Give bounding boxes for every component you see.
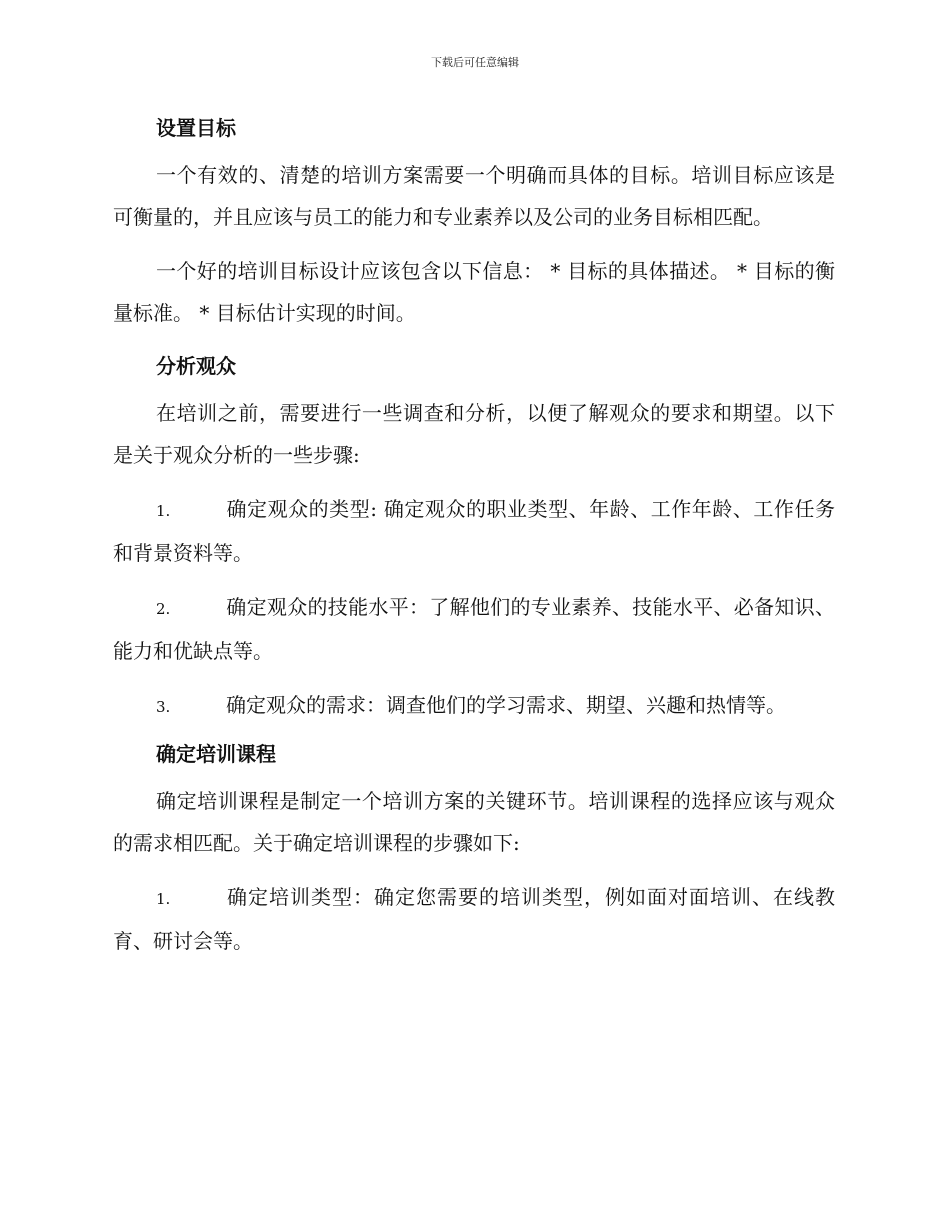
list-number: 2. (156, 600, 171, 618)
paragraph: 一个好的培训目标设计应该包含以下信息： * 目标的具体描述。 * 目标的衡量标准。 * 目标估计实现的时间。 (113, 259, 835, 325)
document-body (113, 108, 835, 962)
list-item (113, 586, 835, 672)
paragraph: 一个有效的、清楚的培训方案需要一个明确而具体的目标。培训目标应该是可衡量的，并且应该与员工的能力和专业素养以及公司的业务目标相匹配。 (113, 163, 835, 229)
section-heading: 设置目标 (156, 116, 236, 140)
section-heading: 确定培训课程 (156, 742, 276, 766)
list-text: 确定观众的技能水平：了解他们的专业素养、技能水平、必备知识、能力和优缺点等。 (113, 595, 835, 663)
list-number: 1. (156, 502, 171, 520)
list-text: 确定培训类型：确定您需要的培训类型，例如面对面培训、在线教育、研讨会等。 (113, 885, 835, 953)
list-item (113, 488, 835, 574)
paragraph: 确定培训课程是制定一个培训方案的关键环节。培训课程的选择应该与观众的需求相匹配。关于确定培训课程的步骤如下: (113, 789, 835, 855)
list-item (113, 684, 835, 728)
paragraph: 在培训之前，需要进行一些调查和分析，以便了解观众的要求和期望。以下是关于观众分析的一些步骤: (113, 401, 835, 467)
list-number: 1. (156, 890, 171, 908)
page-header: 下载后可任意编辑 (431, 56, 519, 69)
list-text: 确定观众的类型: 确定观众的职业类型、年龄、工作年龄、工作任务和背景资料等。 (113, 497, 835, 565)
section-heading: 分析观众 (156, 354, 236, 378)
list-number: 3. (156, 698, 171, 716)
list-item (113, 876, 835, 962)
list-text: 确定观众的需求：调查他们的学习需求、期望、兴趣和热情等。 (226, 693, 786, 717)
